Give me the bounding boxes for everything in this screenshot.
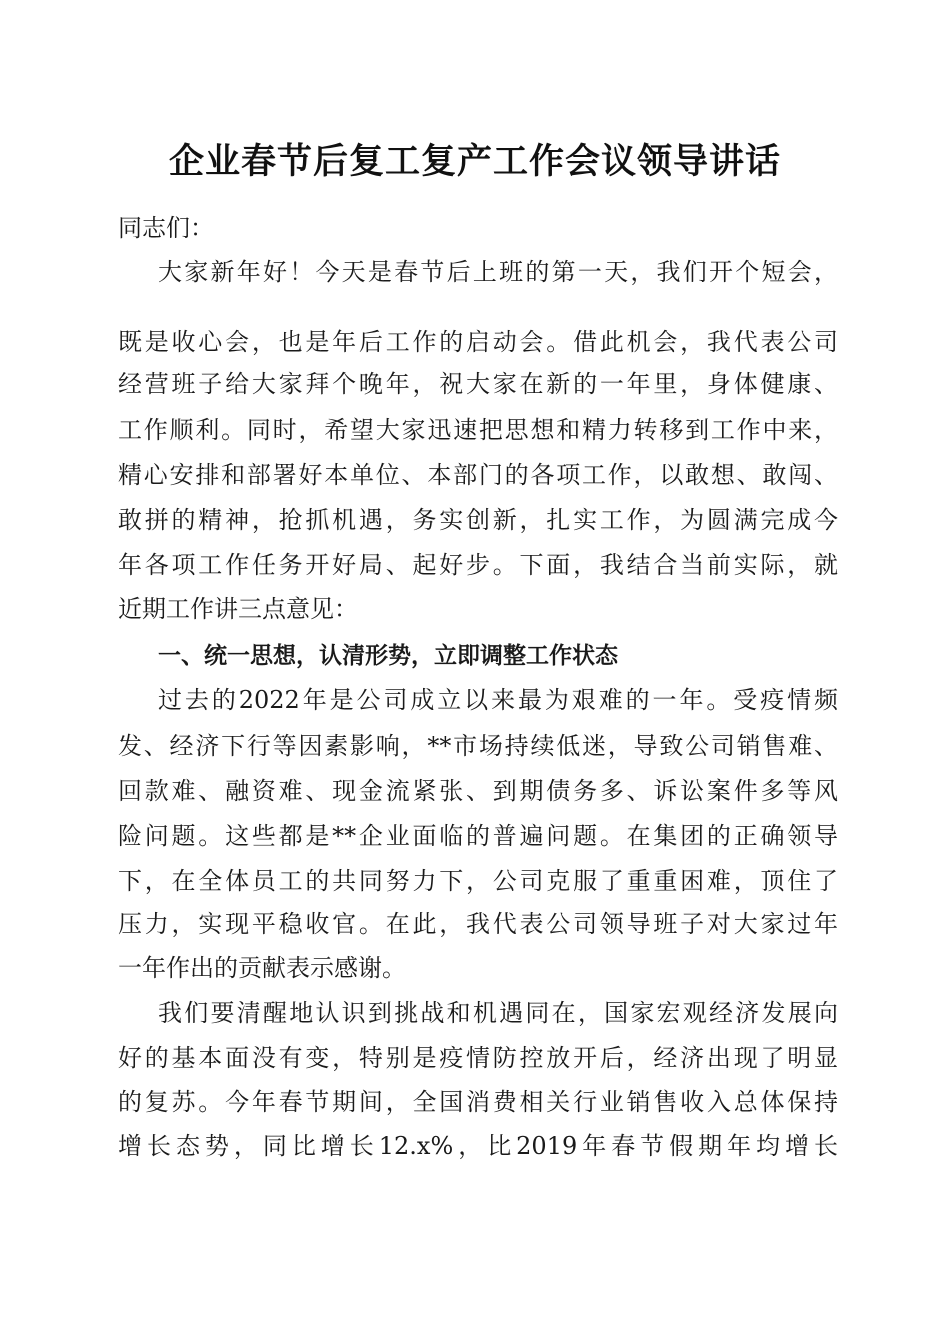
paragraph-line: 发、经济下行等因素影响，**市场持续低迷，导致公司销售难、 [118,732,838,760]
paragraph-line: 精心安排和部署好本单位、本部门的各项工作，以敢想、敢闯、 [118,461,838,489]
salutation: 同志们： [118,214,214,242]
paragraph-line: 年各项工作任务开好局、起好步。下面，我结合当前实际，就 [118,551,838,579]
paragraph-line: 险问题。这些都是**企业面临的普遍问题。在集团的正确领导 [118,822,838,850]
paragraph-line: 回款难、融资难、现金流紧张、到期债务多、诉讼案件多等风 [118,777,838,805]
paragraph-line: 一年作出的贡献表示感谢。 [118,954,406,982]
paragraph-line: 过去的2022年是公司成立以来最为艰难的一年。受疫情频 [158,686,838,714]
paragraph-line: 既是收心会，也是年后工作的启动会。借此机会，我代表公司 [118,328,838,356]
paragraph-line: 好的基本面没有变，特别是疫情防控放开后，经济出现了明显 [118,1044,838,1072]
paragraph-line: 近期工作讲三点意见： [118,595,358,623]
section-heading: 一、统一思想，认清形势，立即调整工作状态 [158,643,618,669]
paragraph-line: 工作顺利。同时，希望大家迅速把思想和精力转移到工作中来， [118,416,838,444]
paragraph-line: 增长态势，同比增长12.x%，比2019年春节假期年均增长 [118,1132,838,1160]
paragraph-line: 压力，实现平稳收官。在此，我代表公司领导班子对大家过年 [118,910,838,938]
paragraph-line: 的复苏。今年春节期间，全国消费相关行业销售收入总体保持 [118,1088,838,1116]
paragraph-line: 大家新年好！今天是春节后上班的第一天，我们开个短会， [158,258,838,286]
page-title: 企业春节后复工复产工作会议领导讲话 [168,141,781,182]
paragraph-line: 下，在全体员工的共同努力下，公司克服了重重困难，顶住了 [118,867,838,895]
paragraph-line: 我们要清醒地认识到挑战和机遇同在，国家宏观经济发展向 [158,999,838,1027]
paragraph-line: 经营班子给大家拜个晚年，祝大家在新的一年里，身体健康、 [118,370,838,398]
paragraph-line: 敢拼的精神，抢抓机遇，务实创新，扎实工作，为圆满完成今 [118,506,838,534]
